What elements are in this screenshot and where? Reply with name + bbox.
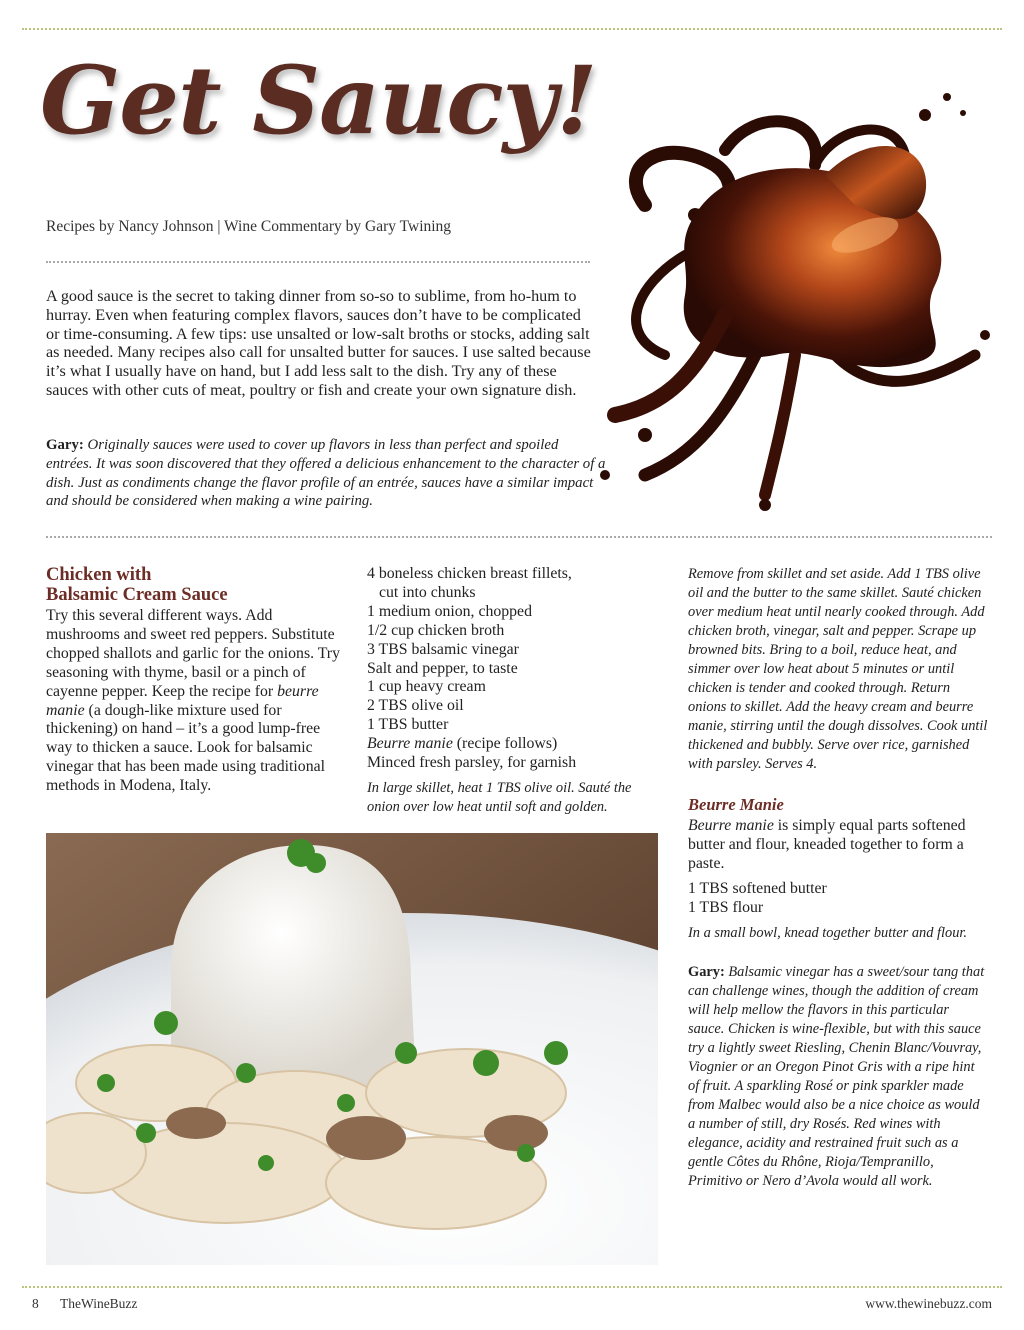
beurre-manie-title: Beurre Manie [688,795,784,814]
desc-part: Try this several different ways. Add mushrooms and sweet red peppers. Substitute chopped shallots and garlic for the onions. Try seasoning with thyme, basil or a pinch of cayenne pepper. Keep the recipe for [46,607,340,700]
gary-intro-text: Originally sauces were used to cover up flavors in less than perfect and spoiled entrées. It was soon discovered that they offered a delicious enhancement to the character of a dish. Just as condiments change the flavor profile of an entrée, sauces have a similar impact and should be considered when making a wine pairing. [46,437,606,510]
dotted-divider [46,261,590,263]
page-number: 8 [32,1296,39,1311]
ingredient-rest: (recipe follows) [452,735,558,753]
ingredient-item: 1 cup heavy cream [367,678,486,696]
balsamic-splash-image [575,55,1015,535]
gary-label: Gary: [688,963,725,980]
top-dotted-rule [22,28,1002,30]
chicken-rice-dish-photo [46,833,658,1265]
ingredient-item: cut into chunks [379,583,476,601]
page-title: Get Saucy! [40,46,597,156]
website-url: www.thewinebuzz.com [865,1296,992,1311]
byline: Recipes by Nancy Johnson | Wine Commentary by Gary Twining [46,218,452,235]
recipe-step-2: Remove from skillet and set aside. Add 1 TBS olive oil and the butter to the same skillet. Sauté chicken over medium heat until nearly cooked through. Add chicken broth, vinegar, salt and pepper. Scrape up browned bits. Bring to a boil, reduce heat, and simmer over low heat about 5 minutes or until chicken is tender and cooked through. Return onions to skillet. Add the heavy cream and beurre manie, stirring until the dough dissolves. Cook until thickened and bubbly. Serve over rice, garnished with parsley. Serves 4. [688,566,988,772]
gary-wine-comment [688,963,988,1191]
ingredient-item: 4 boneless chicken breast fillets, [367,565,572,582]
recipe-title-line1: Chicken with [46,565,152,585]
ingredient-emphasis: Beurre manie [367,735,453,753]
intro-paragraph: A good sauce is the secret to taking dinner from so-so to sublime, from ho-hum to hurray. Even when featuring complex flavors, sauces don’t have to be complicated or time-consuming. A few tips: use unsalted or low-salt broths or stocks, adding salt as needed. Many recipes also call for unsalted butter for sauces. I use salted because it’s what I usually have on hand, but I add less salt to the dish. Try any of these sauces with other cuts of meat, poultry or fish and create your own signature dish. [46,287,591,399]
desc-part: (a dough-like mixture used for thickening) on hand – it’s a good lump-free way to thicken a sauce. Look for balsamic vinegar that has been made using traditional methods in Modena, Italy. [46,701,325,795]
gary-intro-comment [46,436,606,511]
ingredient-item: 3 TBS balsamic vinegar [367,640,519,658]
ingredient-item: 1/2 cup chicken broth [367,621,505,639]
dotted-divider [46,536,992,538]
recipe-title [46,565,346,605]
gary-label: Gary: [46,437,84,453]
ingredient-item: 1 medium onion, chopped [367,602,532,620]
ingredient-item [367,735,667,754]
magazine-name: TheWineBuzz [60,1296,138,1311]
ingredient-item: Minced fresh parsley, for garnish [367,754,577,772]
beurre-manie-ingredient: 1 TBS flour [688,898,764,916]
beurre-manie-step: In a small bowl, knead together butter and flour. [688,924,968,941]
ingredient-item: Salt and pepper, to taste [367,659,518,677]
ingredients-column [367,565,667,817]
recipe-title-line2: Balsamic Cream Sauce [46,585,228,605]
desc-emphasis: Beurre manie [688,817,774,834]
instructions-column [688,565,988,1191]
beurre-manie-ingredient: 1 TBS softened butter [688,879,827,897]
recipe-description-column [46,565,346,796]
gary-wine-text: Balsamic vinegar has a sweet/sour tang that can challenge wines, though the addition of cream will help mellow the flavors in this particular sauce. Chicken is wine-flexible, but with this sauce try a lightly sweet Riesling, Chenin Blanc/Vouvray, Viognier or an Oregon Pinot Gris with a ripe hint of fruit. A sparkling Rosé or pink sparkler made from Malbec would also be a nice choice as would a number of still, dry Rosés. Red wines with elegance, acidity and restrained fruit such as a gentle Côtes du Rhône, Rioja/Tempranillo, Primitivo or Nero d’Avola would all work. [688,963,985,1189]
ingredient-list [367,565,667,773]
desc-part: is simply equal parts softened butter and flour, kneaded together to form a paste. [688,817,966,872]
ingredient-item: 2 TBS olive oil [367,697,464,715]
recipe-step-1: In large skillet, heat 1 TBS olive oil. Sauté the onion over low heat until soft and golden. [367,779,632,815]
recipe-description [46,607,346,796]
desc-emphasis: beurre manie [46,682,319,719]
beurre-manie-description [688,817,988,874]
ingredient-item: 1 TBS butter [367,716,449,734]
bottom-dotted-rule [22,1286,1002,1288]
